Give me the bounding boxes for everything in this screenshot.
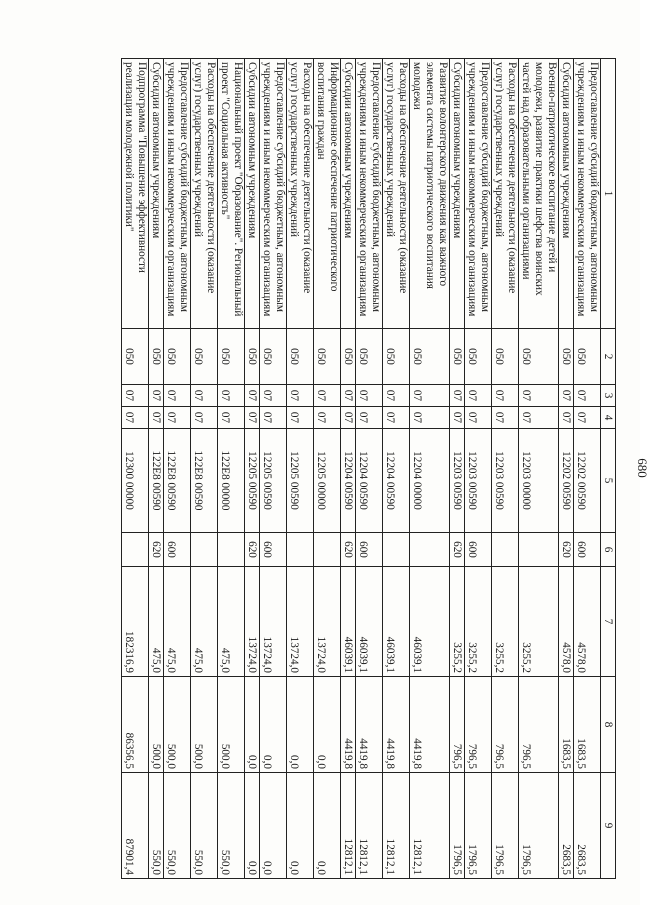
row-name-cell: Предоставление субсидий бюджетным, автономным учреждениям и иным некоммерческим организациям: [574, 59, 601, 329]
row-value-cell-3: 07: [410, 385, 450, 407]
row-value-cell-7: 3255,2: [492, 567, 519, 677]
row-value-cell-5: 12204 00590: [383, 429, 410, 533]
row-value-cell-3: 07: [450, 385, 465, 407]
row-value-cell-8: 796,5: [519, 677, 559, 773]
column-header-1: 1: [601, 59, 616, 329]
row-value-cell-6: [218, 533, 245, 567]
table-row: [356, 59, 383, 879]
row-value-cell-8: 0,0: [287, 677, 314, 773]
row-value-cell-2: 050: [450, 329, 465, 385]
row-name-cell: Расходы на обеспечение деятельности (оказание услуг) государственных учреждений: [191, 59, 218, 329]
table-row: [164, 59, 191, 879]
row-value-cell-8: 4419,8: [410, 677, 450, 773]
row-value-cell-9: 1796,5: [465, 773, 492, 879]
row-value-cell-6: 620: [341, 533, 356, 567]
row-value-cell-4: 07: [410, 407, 450, 429]
table-row: [450, 59, 465, 879]
row-value-cell-8: 796,5: [450, 677, 465, 773]
row-value-cell-3: 07: [356, 385, 383, 407]
row-value-cell-8: 0,0: [245, 677, 260, 773]
row-value-cell-8: 1683,5: [559, 677, 574, 773]
table-row: [341, 59, 356, 879]
row-value-cell-6: 620: [559, 533, 574, 567]
row-value-cell-6: [383, 533, 410, 567]
row-value-cell-7: 13724,0: [314, 567, 341, 677]
row-value-cell-9: 12812,1: [356, 773, 383, 879]
row-value-cell-7: 3255,2: [450, 567, 465, 677]
row-value-cell-6: [492, 533, 519, 567]
row-value-cell-9: 0,0: [260, 773, 287, 879]
row-value-cell-2: 050: [519, 329, 559, 385]
row-value-cell-2: 050: [314, 329, 341, 385]
row-value-cell-3: 07: [519, 385, 559, 407]
table-row: [149, 59, 164, 879]
row-value-cell-9: 0,0: [287, 773, 314, 879]
row-value-cell-6: 600: [465, 533, 492, 567]
row-value-cell-5: 12205 00000: [314, 429, 341, 533]
table-row: [287, 59, 314, 879]
row-value-cell-2: 050: [191, 329, 218, 385]
row-value-cell-8: 500,0: [218, 677, 245, 773]
table-row: [383, 59, 410, 879]
row-name-cell: Субсидии автономным учреждениям: [245, 59, 260, 329]
row-value-cell-4: 07: [574, 407, 601, 429]
row-value-cell-4: 07: [356, 407, 383, 429]
column-header-9: 9: [601, 773, 616, 879]
row-value-cell-7: 475,0: [164, 567, 191, 677]
row-value-cell-9: 1796,5: [450, 773, 465, 879]
row-value-cell-6: [314, 533, 341, 567]
row-value-cell-7: 46039,1: [383, 567, 410, 677]
table-row: [245, 59, 260, 879]
row-value-cell-8: 500,0: [149, 677, 164, 773]
row-value-cell-9: 87901,4: [122, 773, 149, 879]
row-value-cell-6: [191, 533, 218, 567]
row-value-cell-6: [410, 533, 450, 567]
row-value-cell-7: 13724,0: [260, 567, 287, 677]
table-row: [122, 59, 149, 879]
row-name-cell: Расходы на обеспечение деятельности (оказание услуг) государственных учреждений: [492, 59, 519, 329]
row-name-cell: Расходы на обеспечение деятельности (оказание услуг) государственных учреждений: [287, 59, 314, 329]
row-name-cell: Подпрограмма "Повышение эффективности реализации молодежной политики": [122, 59, 149, 329]
row-value-cell-3: 07: [260, 385, 287, 407]
row-value-cell-3: 07: [465, 385, 492, 407]
row-value-cell-7: 46039,1: [356, 567, 383, 677]
row-value-cell-5: 122E8 00000: [218, 429, 245, 533]
row-value-cell-4: 07: [191, 407, 218, 429]
row-value-cell-3: 07: [245, 385, 260, 407]
row-name-cell: Субсидии автономным учреждениям: [450, 59, 465, 329]
row-value-cell-5: 12204 00590: [341, 429, 356, 533]
row-value-cell-4: 07: [164, 407, 191, 429]
row-value-cell-4: 07: [149, 407, 164, 429]
row-value-cell-3: 07: [341, 385, 356, 407]
row-name-cell: Национальный проект "Образование". Региональный проект "Социальная активность": [218, 59, 245, 329]
row-value-cell-4: 07: [314, 407, 341, 429]
table-row: [191, 59, 218, 879]
row-value-cell-6: [122, 533, 149, 567]
row-value-cell-4: 07: [287, 407, 314, 429]
row-value-cell-9: 550,0: [149, 773, 164, 879]
row-value-cell-2: 050: [164, 329, 191, 385]
row-name-cell: Предоставление субсидий бюджетным, автономным учреждениям и иным некоммерческим организациям: [356, 59, 383, 329]
row-value-cell-3: 07: [314, 385, 341, 407]
row-value-cell-9: 550,0: [218, 773, 245, 879]
row-value-cell-6: [519, 533, 559, 567]
row-value-cell-9: 2683,5: [574, 773, 601, 879]
row-value-cell-8: 0,0: [260, 677, 287, 773]
row-value-cell-2: 050: [122, 329, 149, 385]
budget-table: [121, 58, 616, 879]
row-value-cell-6: 600: [574, 533, 601, 567]
table-row: [492, 59, 519, 879]
row-name-cell: Информационное обеспечение патриотического воспитания граждан: [314, 59, 341, 329]
row-name-cell: Предоставление субсидий бюджетным, автономным учреждениям и иным некоммерческим организациям: [260, 59, 287, 329]
row-name-cell: Субсидии автономным учреждениям: [149, 59, 164, 329]
row-value-cell-8: 1683,5: [574, 677, 601, 773]
row-value-cell-5: 12203 00000: [519, 429, 559, 533]
row-value-cell-5: 12202 00590: [559, 429, 574, 533]
row-value-cell-2: 050: [149, 329, 164, 385]
row-value-cell-5: 12204 00590: [356, 429, 383, 533]
row-value-cell-4: 07: [122, 407, 149, 429]
column-header-5: 5: [601, 429, 616, 533]
row-value-cell-7: 182316,9: [122, 567, 149, 677]
row-value-cell-5: 122E8 00590: [149, 429, 164, 533]
row-value-cell-4: 07: [245, 407, 260, 429]
rotated-table-container: [24, 58, 650, 878]
row-value-cell-3: 07: [218, 385, 245, 407]
row-value-cell-9: 12812,1: [410, 773, 450, 879]
row-value-cell-2: 050: [218, 329, 245, 385]
row-value-cell-7: 475,0: [218, 567, 245, 677]
row-value-cell-5: 12300 00000: [122, 429, 149, 533]
row-value-cell-5: 12203 00590: [450, 429, 465, 533]
row-value-cell-9: 550,0: [191, 773, 218, 879]
row-value-cell-2: 050: [245, 329, 260, 385]
column-header-6: 6: [601, 533, 616, 567]
row-value-cell-2: 050: [383, 329, 410, 385]
row-value-cell-2: 050: [410, 329, 450, 385]
row-value-cell-6: 620: [149, 533, 164, 567]
row-value-cell-7: 3255,2: [519, 567, 559, 677]
row-value-cell-4: 07: [260, 407, 287, 429]
row-name-cell: Субсидии автономным учреждениям: [341, 59, 356, 329]
row-value-cell-4: 07: [450, 407, 465, 429]
row-value-cell-7: 4578,0: [559, 567, 574, 677]
row-value-cell-3: 07: [287, 385, 314, 407]
table-row: [314, 59, 341, 879]
row-value-cell-4: 07: [341, 407, 356, 429]
column-header-4: 4: [601, 407, 616, 429]
row-value-cell-2: 050: [341, 329, 356, 385]
row-value-cell-7: 46039,1: [410, 567, 450, 677]
table-row: [410, 59, 450, 879]
row-value-cell-2: 050: [465, 329, 492, 385]
row-value-cell-5: 12205 00590: [287, 429, 314, 533]
row-value-cell-3: 07: [191, 385, 218, 407]
row-value-cell-2: 050: [574, 329, 601, 385]
row-value-cell-3: 07: [164, 385, 191, 407]
table-row: [559, 59, 574, 879]
row-value-cell-7: 46039,1: [341, 567, 356, 677]
column-header-3: 3: [601, 385, 616, 407]
row-value-cell-5: 12202 00590: [574, 429, 601, 533]
row-value-cell-7: 4578,0: [574, 567, 601, 677]
row-value-cell-6: 620: [245, 533, 260, 567]
row-value-cell-6: 600: [356, 533, 383, 567]
row-value-cell-8: 4419,8: [383, 677, 410, 773]
row-value-cell-8: 86356,5: [122, 677, 149, 773]
row-value-cell-9: 0,0: [245, 773, 260, 879]
row-value-cell-4: 07: [519, 407, 559, 429]
row-value-cell-7: 13724,0: [245, 567, 260, 677]
table-row: [218, 59, 245, 879]
row-value-cell-7: 3255,2: [465, 567, 492, 677]
row-value-cell-4: 07: [383, 407, 410, 429]
row-value-cell-9: 12812,1: [383, 773, 410, 879]
row-value-cell-2: 050: [559, 329, 574, 385]
row-value-cell-8: 500,0: [164, 677, 191, 773]
row-value-cell-7: 13724,0: [287, 567, 314, 677]
row-name-cell: Предоставление субсидий бюджетным, автономным учреждениям и иным некоммерческим организациям: [465, 59, 492, 329]
row-value-cell-3: 07: [122, 385, 149, 407]
row-value-cell-7: 475,0: [149, 567, 164, 677]
table-row: [574, 59, 601, 879]
row-value-cell-2: 050: [287, 329, 314, 385]
row-value-cell-9: 12812,1: [341, 773, 356, 879]
row-value-cell-3: 07: [492, 385, 519, 407]
row-value-cell-3: 07: [559, 385, 574, 407]
row-value-cell-6: 600: [260, 533, 287, 567]
row-value-cell-5: 12203 00590: [492, 429, 519, 533]
row-value-cell-9: 1796,5: [492, 773, 519, 879]
page-number: 680: [635, 458, 650, 478]
table-row: [519, 59, 559, 879]
row-name-cell: Субсидии автономным учреждениям: [559, 59, 574, 329]
row-value-cell-9: 0,0: [314, 773, 341, 879]
row-value-cell-5: 12205 00590: [260, 429, 287, 533]
row-value-cell-5: 122E8 00590: [164, 429, 191, 533]
row-value-cell-8: 796,5: [492, 677, 519, 773]
row-value-cell-6: 620: [450, 533, 465, 567]
table-row: [260, 59, 287, 879]
row-value-cell-4: 07: [559, 407, 574, 429]
row-value-cell-3: 07: [574, 385, 601, 407]
row-value-cell-6: [287, 533, 314, 567]
row-value-cell-2: 050: [260, 329, 287, 385]
row-value-cell-4: 07: [492, 407, 519, 429]
column-header-7: 7: [601, 567, 616, 677]
row-value-cell-5: 122E8 00590: [191, 429, 218, 533]
column-header-2: 2: [601, 329, 616, 385]
row-value-cell-7: 475,0: [191, 567, 218, 677]
row-value-cell-3: 07: [149, 385, 164, 407]
row-value-cell-2: 050: [492, 329, 519, 385]
column-header-8: 8: [601, 677, 616, 773]
row-value-cell-2: 050: [356, 329, 383, 385]
row-name-cell: Военно-патриотическое воспитание детей и молодежи, развитие практики шефства воинских частей над образовательными организациями: [519, 59, 559, 329]
table-row: [465, 59, 492, 879]
row-value-cell-8: 4419,8: [356, 677, 383, 773]
row-value-cell-5: 12203 00590: [465, 429, 492, 533]
row-value-cell-5: 12205 00590: [245, 429, 260, 533]
row-value-cell-8: 796,5: [465, 677, 492, 773]
row-name-cell: Расходы на обеспечение деятельности (оказание услуг) государственных учреждений: [383, 59, 410, 329]
row-value-cell-6: 600: [164, 533, 191, 567]
table-body: [122, 59, 601, 879]
row-value-cell-5: 12204 00000: [410, 429, 450, 533]
row-name-cell: Развитие волонтерского движения как важного элемента системы патриотического воспитания молодежи: [410, 59, 450, 329]
row-value-cell-8: 500,0: [191, 677, 218, 773]
row-value-cell-8: 4419,8: [341, 677, 356, 773]
row-value-cell-3: 07: [383, 385, 410, 407]
row-name-cell: Предоставление субсидий бюджетным, автономным учреждениям и иным некоммерческим организациям: [164, 59, 191, 329]
row-value-cell-9: 2683,5: [559, 773, 574, 879]
row-value-cell-4: 07: [465, 407, 492, 429]
header-row: [601, 59, 616, 879]
row-value-cell-8: 0,0: [314, 677, 341, 773]
row-value-cell-9: 1796,5: [519, 773, 559, 879]
row-value-cell-4: 07: [218, 407, 245, 429]
row-value-cell-9: 550,0: [164, 773, 191, 879]
